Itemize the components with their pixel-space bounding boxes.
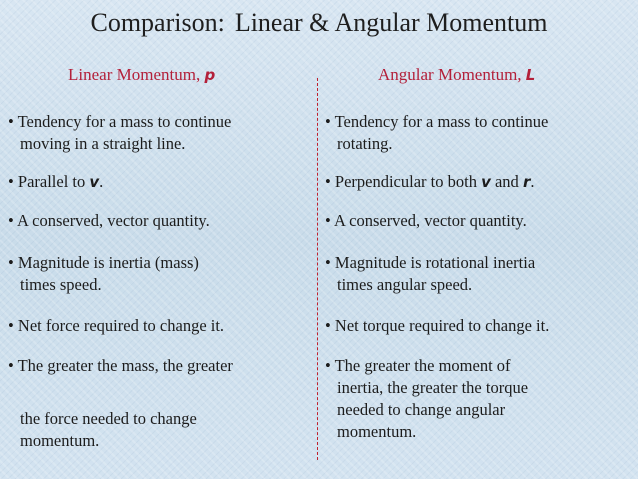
angular-item-magnitude (325, 252, 535, 296)
angular-item-perpendicular (325, 171, 534, 193)
item-line: • Net torque required to change it. (325, 316, 550, 335)
item-punct: . (99, 172, 104, 191)
item-line: • Tendency for a mass to continue (325, 112, 549, 131)
item-line: momentum. (20, 431, 100, 450)
item-line: needed to change angular (337, 400, 506, 419)
item-line: inertia, the greater the torque (337, 378, 529, 397)
column-divider (317, 78, 318, 460)
linear-heading-symbol: p (204, 66, 216, 84)
angular-heading-text: Angular Momentum, (378, 65, 522, 84)
item-text: and (494, 172, 519, 191)
item-line: the force needed to change (20, 409, 197, 428)
velocity-symbol: v (481, 173, 491, 191)
item-line: times speed. (20, 275, 102, 294)
item-line: moving in a straight line. (20, 134, 186, 153)
slide-title (0, 6, 638, 40)
angular-momentum-heading (378, 64, 535, 86)
linear-item-magnitude (8, 252, 199, 296)
item-line: momentum. (337, 422, 417, 441)
angular-heading-symbol: L (525, 66, 536, 84)
linear-item-greater-mass (8, 355, 233, 377)
angular-item-tendency (325, 111, 548, 155)
item-line: times angular speed. (337, 275, 473, 294)
item-line: • The greater the mass, the greater (8, 356, 233, 375)
item-punct: . (530, 172, 535, 191)
linear-heading-text: Linear Momentum, (68, 65, 201, 84)
angular-item-moment (325, 355, 528, 443)
item-line: • Magnitude is inertia (mass) (8, 253, 199, 272)
angular-item-conserved (325, 210, 527, 232)
linear-item-greater-mass-cont (8, 408, 197, 452)
radius-symbol: r (522, 173, 531, 191)
linear-item-net-force (8, 315, 224, 337)
item-text: • Perpendicular to both (325, 172, 477, 191)
item-line: • Net force required to change it. (8, 316, 225, 335)
item-line: • Magnitude is rotational inertia (325, 253, 536, 272)
title-part-2: Linear & Angular Momentum (234, 8, 548, 37)
item-line: • Tendency for a mass to continue (8, 112, 232, 131)
linear-momentum-heading (68, 64, 215, 86)
item-line: • A conserved, vector quantity. (325, 211, 527, 230)
item-line: • A conserved, vector quantity. (8, 211, 210, 230)
angular-item-net-torque (325, 315, 549, 337)
linear-item-parallel (8, 171, 103, 193)
item-text: • Parallel to (8, 172, 86, 191)
title-part-1: Comparison: (90, 8, 225, 37)
linear-item-conserved (8, 210, 210, 232)
velocity-symbol: v (89, 173, 100, 191)
item-line: rotating. (337, 134, 393, 153)
linear-item-tendency (8, 111, 231, 155)
item-line: • The greater the moment of (325, 356, 511, 375)
